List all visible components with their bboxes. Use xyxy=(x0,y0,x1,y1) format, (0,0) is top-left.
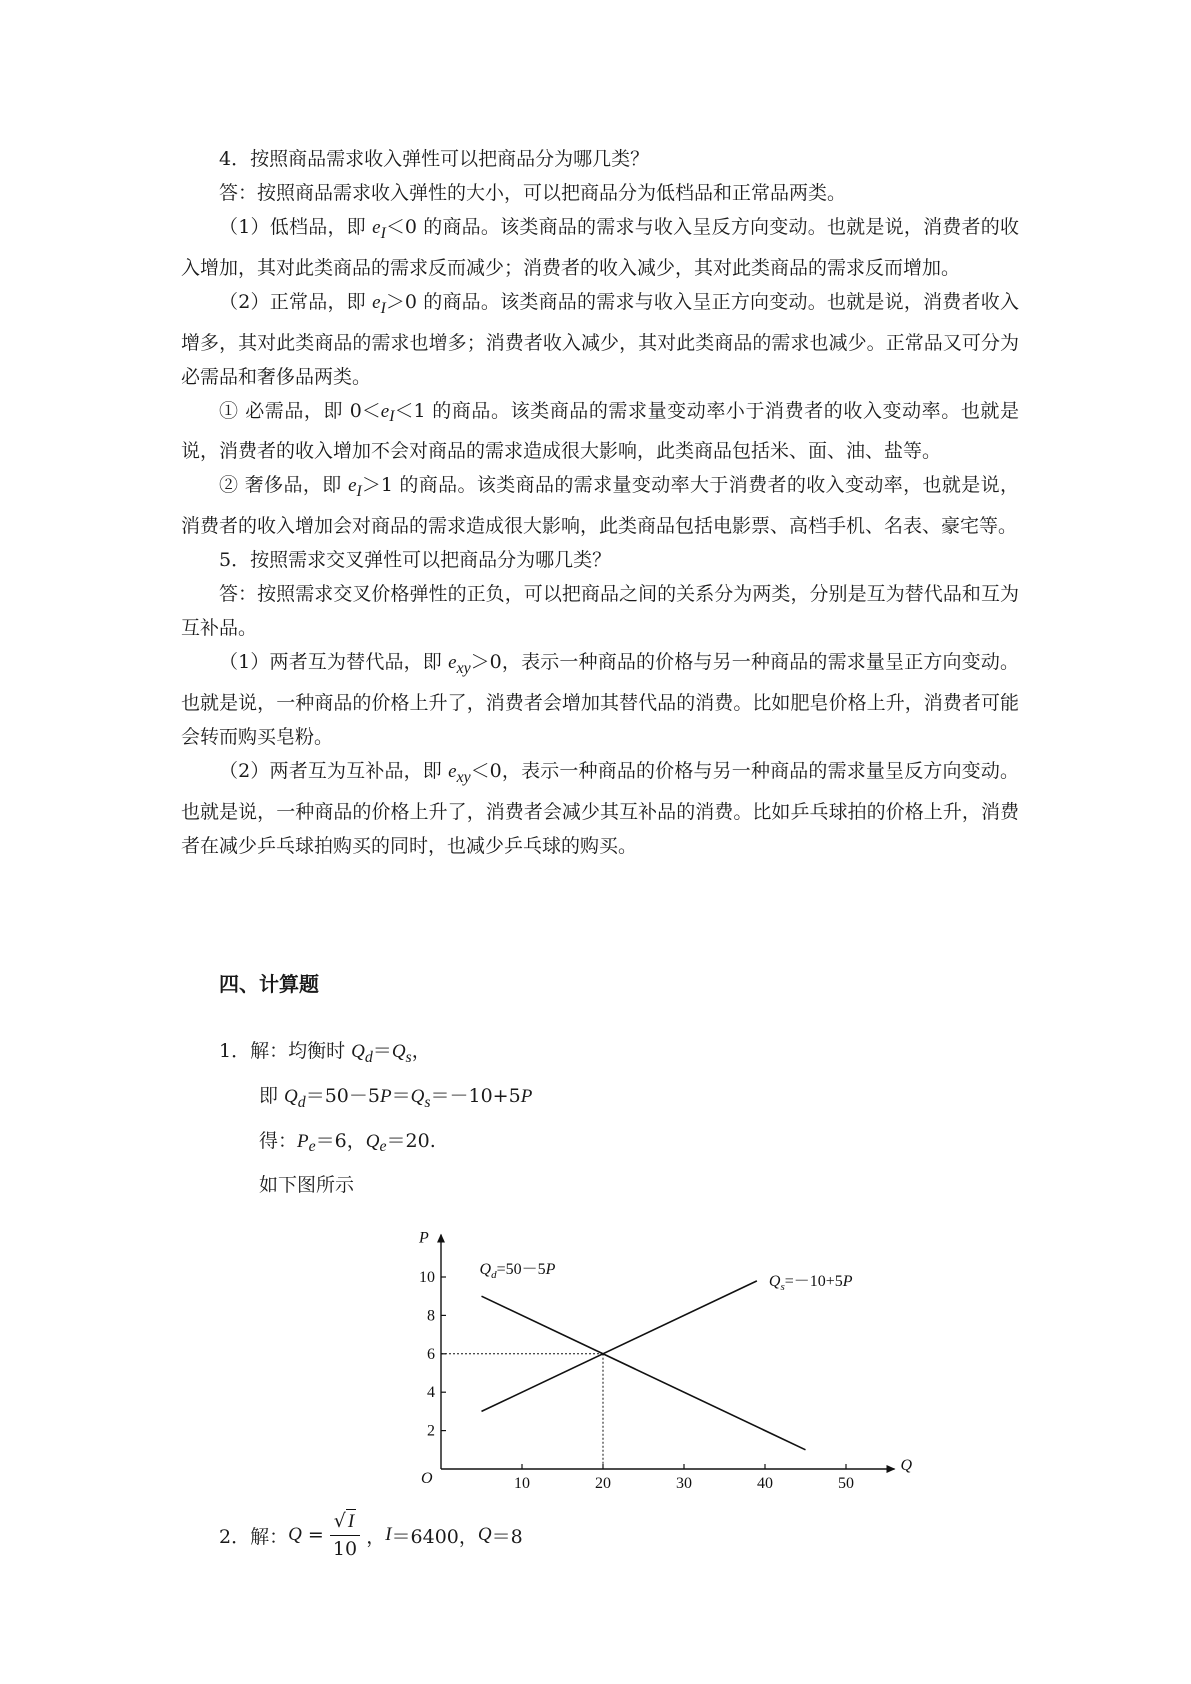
answer-4-inferior-goods: （1）低档品，即 $e_I<0$ 的商品。该类商品的需求与收入呈反方向变动。也就是说，消费者的收入增加，其对此类商品的需求反而减少；消费者的收入减少，其对此类商品的需求反而增加。 xyxy=(181,216,1019,279)
origin-label: O xyxy=(421,1470,433,1487)
question-5: 5．按照需求交叉弹性可以把商品分为哪几类？ xyxy=(219,549,612,572)
answer-4-intro: 答：按照商品需求收入弹性的大小，可以把商品分为低档品和正常品两类。 xyxy=(219,182,847,204)
x-tick-label: 30 xyxy=(676,1475,692,1492)
y-tick-label: 10 xyxy=(419,1269,435,1286)
question-4: 4．按照商品需求收入弹性可以把商品分为哪几类？ xyxy=(219,148,650,170)
calc-2-fraction: $\frac{√ I}{10}$ xyxy=(330,1510,360,1560)
calc-1-line-3: 得：$P_e=6$，$Q_e=20$. xyxy=(259,1129,436,1156)
supply-curve xyxy=(482,1281,757,1412)
answer-5-complements: （2）两者互为互补品，即 $e_{xy}<0$，表示一种商品的价格与另一种商品的需求量呈反方向变动。也就是说，一种商品的价格上升了，消费者会减少其互补品的消费。比如乒乓球拍的价格上升，消费者在减少乒乓球拍购买的同时，也减少乒乓球的购买。 xyxy=(181,759,1019,857)
calc-2-i-value: ＝6400， xyxy=(391,1525,478,1548)
calc-2-q2: Q xyxy=(477,1524,492,1545)
answer-4-necessities: ① 必需品，即 $0<e_I<1$ 的商品。该类商品的需求量变动率小于消费者的收入变动率。也就是说，消费者的收入增加不会对商品的需求造成很大影响，此类商品包括米、面、油、盐等。 xyxy=(181,399,1019,463)
y-tick-label: 6 xyxy=(427,1345,435,1363)
calc-2-denominator: 10 xyxy=(332,1538,358,1560)
calc-2-q: Q xyxy=(288,1524,302,1545)
calc-2-sqrt-var: I xyxy=(347,1511,355,1532)
x-tick-label: 20 xyxy=(595,1475,611,1492)
calc-1-line-1: 1．解：均衡时 $Q_d=Q_s$， xyxy=(219,1040,431,1066)
calc-1-line-4: 如下图所示 xyxy=(259,1174,355,1197)
series-labels xyxy=(480,1261,853,1293)
calc-2-eq: = xyxy=(307,1524,324,1546)
calculation-2 xyxy=(219,1510,523,1560)
calc-1-line-2: 即 $Q_d=50-5P=Q_s=-10+5P$ xyxy=(259,1084,533,1111)
answer-4-luxuries: ② 奢侈品，即 $e_I>1$ 的商品。该类商品的需求量变动率大于消费者的收入变动率，也就是说，消费者的收入增加会对商品的需求造成很大影响，此类商品包括电影票、高档手机、名表、豪宅等。 xyxy=(181,474,1019,538)
supply-curve-label: $Q_s=-10+5P$ xyxy=(768,1272,853,1293)
chart-series xyxy=(441,1281,806,1469)
supply-demand-chart xyxy=(419,1210,913,1500)
y-tick-label: 8 xyxy=(427,1307,435,1325)
answer-4-normal-goods: （2）正常品，即 $e_I>0$ 的商品。该类商品的需求与收入呈正方向变动。也就是说，消费者收入增多，其对此类商品的需求也增多；消费者收入减少，其对此类商品的需求也减少。正常品又可分为必需品和奢侈品两类。 xyxy=(181,290,1019,388)
axis-ticks xyxy=(419,1269,854,1492)
section-title: 四、计算题 xyxy=(219,972,319,996)
x-axis-label: Q xyxy=(900,1457,913,1474)
demand-curve xyxy=(482,1296,806,1450)
x-tick-label: 10 xyxy=(514,1475,530,1492)
y-tick-label: 4 xyxy=(427,1384,435,1402)
x-tick-label: 50 xyxy=(838,1475,854,1492)
calc-2-q-value: ＝8 xyxy=(491,1525,523,1548)
y-axis-label: P xyxy=(419,1229,429,1247)
answers-section xyxy=(181,142,1019,863)
x-tick-label: 40 xyxy=(757,1475,773,1492)
answer-5-substitutes: （1）两者互为替代品，即 $e_{xy}>0$，表示一种商品的价格与另一种商品的需求量呈正方向变动。也就是说，一种商品的价格上升了，消费者会增加其替代品的消费。比如肥皂价格上升，消费者可能会转而购买皂粉。 xyxy=(181,651,1019,748)
calc-2-i: I xyxy=(385,1524,392,1545)
demand-curve-label: $Q_d=50-5P$ xyxy=(479,1261,556,1282)
calc-2-label: 2．解： xyxy=(219,1525,289,1548)
answer-5-intro: 答：按照需求交叉价格弹性的正负，可以把商品之间的关系分为两类，分别是互为替代品和互为互补品。 xyxy=(181,583,1019,640)
calculation-1 xyxy=(219,1032,532,1204)
calc-2-sep: ， xyxy=(366,1525,386,1548)
y-tick-label: 2 xyxy=(427,1422,435,1440)
